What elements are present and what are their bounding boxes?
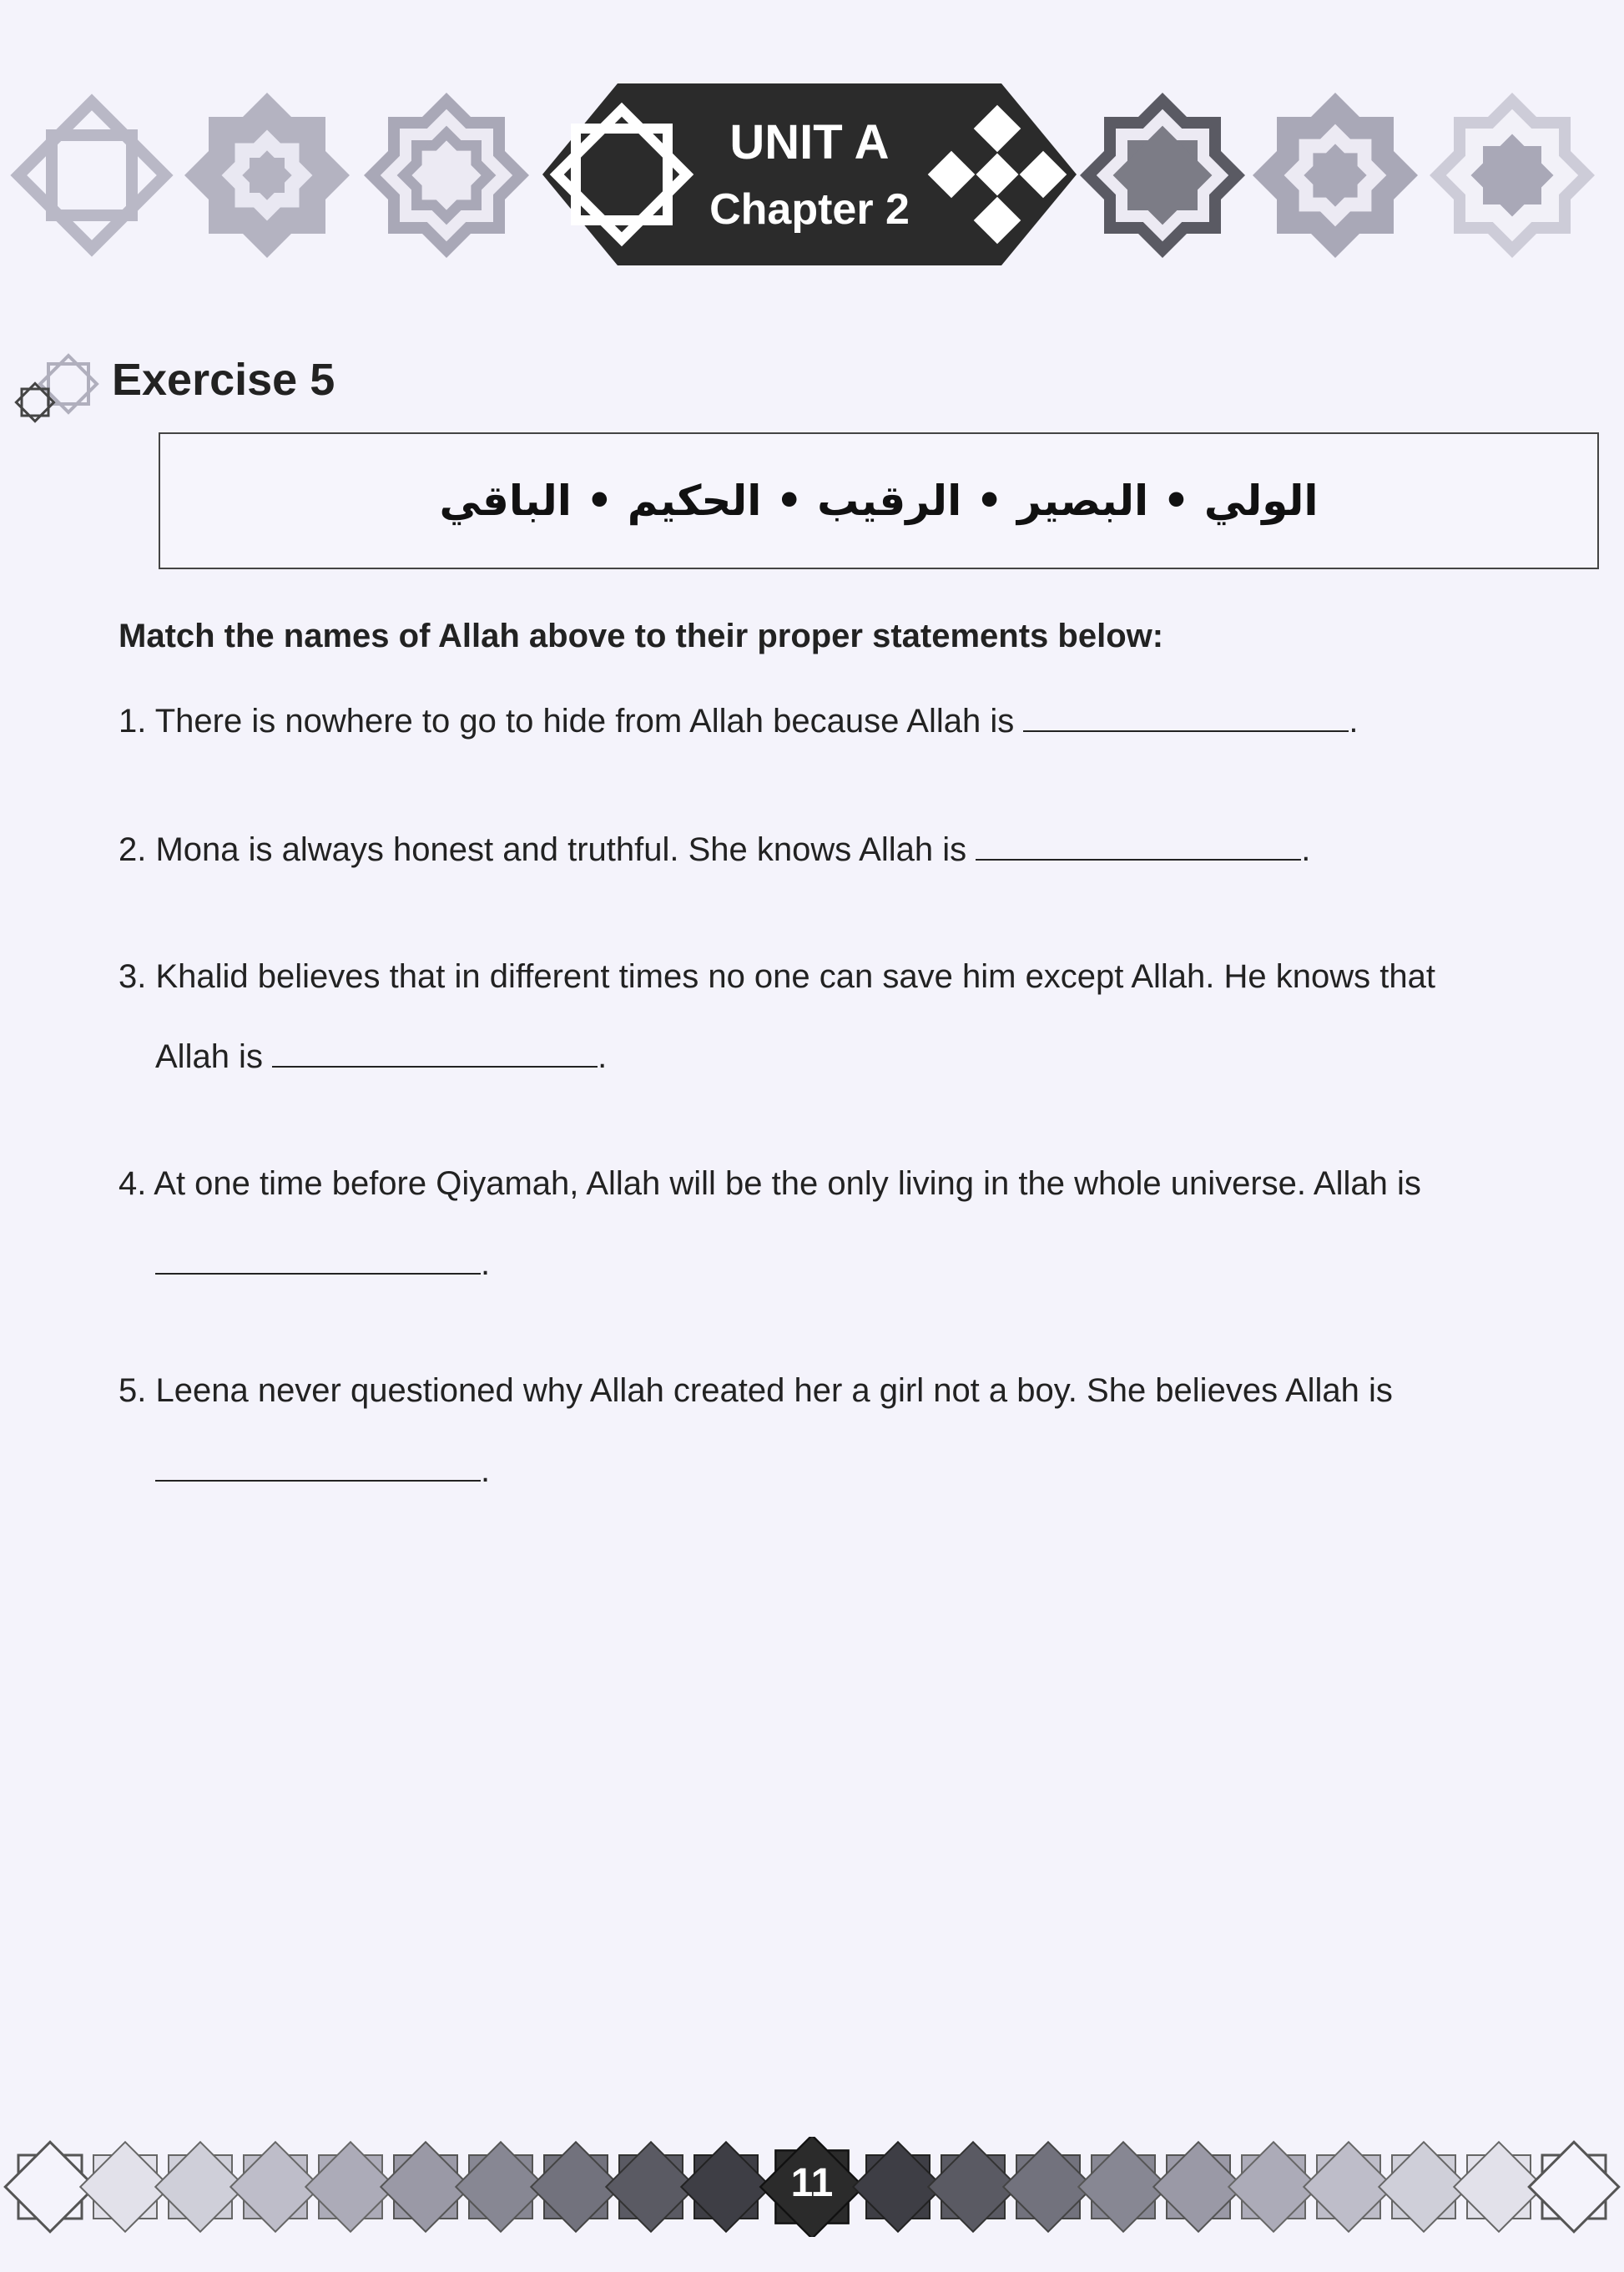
names-of-allah-box	[159, 432, 1599, 569]
question-1	[119, 703, 1359, 740]
ornament-star-icon	[1253, 93, 1418, 258]
ornament-star-icon	[184, 93, 350, 258]
chapter-label: Chapter 2	[709, 185, 910, 234]
ornament-star-icon	[1080, 93, 1245, 258]
question-3-continuation	[155, 1038, 607, 1076]
ornament-star-icon	[364, 93, 529, 258]
question-4-continuation	[155, 1245, 490, 1283]
question-2-text: 2. Mona is always honest and truthful. She knows Allah is	[119, 831, 967, 868]
question-4	[119, 1165, 1421, 1203]
question-4-text: 4. At one time before Qiyamah, Allah will be the only living in the whole universe. Allah is	[119, 1165, 1421, 1202]
ornament-knot-icon	[18, 102, 164, 248]
ornament-star-icon	[1430, 93, 1595, 258]
exercise-star-icon	[10, 351, 102, 434]
question-5-continuation	[155, 1452, 490, 1490]
question-3-text: 3. Khalid believes that in different times no one can save him except Allah. He knows that	[119, 958, 1435, 995]
answer-blank-3[interactable]	[272, 1041, 598, 1068]
answer-blank-2[interactable]	[976, 834, 1301, 861]
question-3-line2: Allah is	[155, 1038, 263, 1075]
question-5-text: 5. Leena never questioned why Allah created her a girl not a boy. She believes Allah is	[119, 1372, 1393, 1409]
question-3-end: .	[598, 1038, 608, 1075]
page-number: 11	[790, 2161, 834, 2205]
question-1-text: 1. There is nowhere to go to hide from Allah because Allah is	[119, 703, 1015, 740]
answer-blank-1[interactable]	[1023, 705, 1349, 732]
question-5	[119, 1372, 1393, 1410]
answer-blank-5[interactable]	[155, 1455, 481, 1482]
question-2	[119, 831, 1310, 869]
question-3	[119, 958, 1435, 996]
question-4-end: .	[481, 1245, 491, 1282]
unit-label: UNIT A	[729, 115, 890, 169]
unit-badge	[542, 83, 1077, 265]
names-of-allah-text: الولي • البصير • الرقيب • الحكيم • الباقي	[439, 477, 1319, 525]
instruction-text: Match the names of Allah above to their proper statements below:	[119, 618, 1164, 654]
question-5-end: .	[481, 1452, 491, 1489]
exercise-title: Exercise 5	[112, 355, 335, 405]
question-1-end: .	[1349, 703, 1359, 740]
answer-blank-4[interactable]	[155, 1248, 481, 1275]
question-2-end: .	[1301, 831, 1311, 868]
